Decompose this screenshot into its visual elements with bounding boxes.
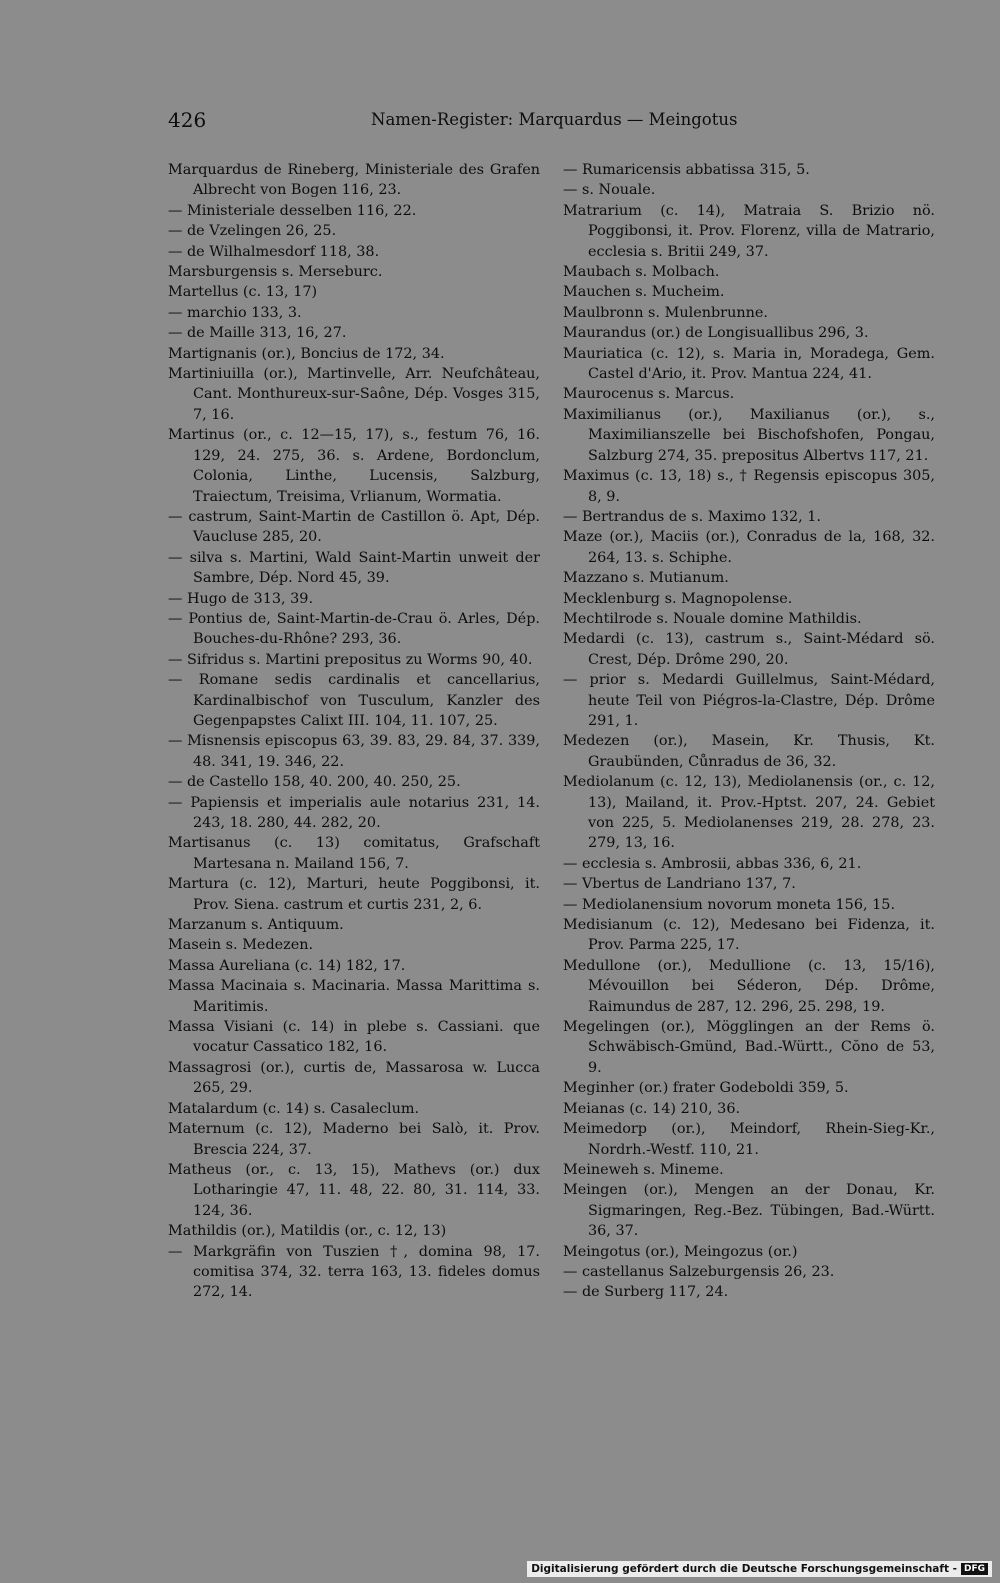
left-column xyxy=(168,160,540,1303)
index-entry: — de Surberg 117, 24. xyxy=(563,1284,729,1301)
footer-credit-text: Digitalisierung gefördert durch die Deutsche Forschungsgemeinschaft - xyxy=(531,1563,957,1575)
index-entry: Mediolanum (c. 12, 13), Mediolanensis (or., c. 12, 13), Mailand, it. Prov.-Hptst. 207, 24. Gebiet von 225, 5. Mediolanenses 219, 28. 278, 23. 279, 13, 16. xyxy=(563,774,935,852)
index-entry: Mauriatica (c. 12), s. Maria in, Moradega, Gem. Castel d'Ario, it. Prov. Mantua 224, 41. xyxy=(563,345,935,383)
footer-credit xyxy=(527,1561,992,1577)
index-entry: Matheus (or., c. 13, 15), Mathevs (or.) dux Lotharingie 47, 11. 48, 22. 80, 31. 114, 33. 124, 36. xyxy=(168,1161,540,1219)
index-entry: Masein s. Medezen. xyxy=(168,937,314,954)
index-entry: Maulbronn s. Mulenbrunne. xyxy=(563,304,768,321)
index-entry: Matrarium (c. 14), Matraia S. Brizio nö. Poggibonsi, it. Prov. Florenz, villa de Matrario, ecclesia s. Britii 249, 37. xyxy=(563,202,935,260)
index-entry: Matalardum (c. 14) s. Casaleclum. xyxy=(168,1100,420,1117)
index-entry: Maze (or.), Maciis (or.), Conradus de la, 168, 32. 264, 13. s. Schiphe. xyxy=(563,529,935,566)
index-entry: — prior s. Medardi Guillelmus, Saint-Médard, heute Teil von Piégros-la-Clastre, Dép. Drôme 291, 1. xyxy=(563,672,935,729)
index-entry: — Rumaricensis abbatissa 315, 5. xyxy=(563,162,810,178)
index-entry: Mauchen s. Mucheim. xyxy=(563,284,725,301)
index-entry: — Papiensis et imperialis aule notarius 231, 14. 243, 18. 280, 44. 282, 20. xyxy=(168,794,540,831)
index-entry: — Mediolanensium novorum moneta 156, 15. xyxy=(563,896,896,913)
index-entry: — Ministeriale desselben 116, 22. xyxy=(168,202,417,219)
index-entry: Martisanus (c. 13) comitatus, Grafschaft Martesana n. Mailand 156, 7. xyxy=(168,835,540,872)
index-entry: Medisianum (c. 12), Medesano bei Fidenza, it. Prov. Parma 225, 17. xyxy=(563,917,935,954)
index-entry: Meineweh s. Mineme. xyxy=(563,1161,724,1178)
right-column xyxy=(563,160,935,1303)
index-entry: Mazzano s. Mutianum. xyxy=(563,570,729,587)
index-entry: Martura (c. 12), Marturi, heute Poggibonsi, it. Prov. Siena. castrum et curtis 231, 2, 6. xyxy=(168,876,540,913)
index-entry: — Romane sedis cardinalis et cancellarius, Kardinalbischof von Tusculum, Kanzler des Gegenpapstes Calixt III. 104, 11. 107, 25. xyxy=(168,672,540,729)
index-entry: Medullone (or.), Medullione (c. 13, 15/16), Mévouillon bei Séderon, Dép. Drôme, Raimundus de 287, 12. 296, 25. 298, 19. xyxy=(563,957,935,1015)
index-entry: — Sifridus s. Martini prepositus zu Worms 90, 40. xyxy=(168,651,533,668)
index-entry: — de Vzelingen 26, 25. xyxy=(168,223,337,240)
index-entry: — s. Nouale. xyxy=(563,182,656,199)
index-entry: Meianas (c. 14) 210, 36. xyxy=(563,1100,741,1117)
index-entry: — de Castello 158, 40. 200, 40. 250, 25. xyxy=(168,774,461,791)
index-entry: Martellus (c. 13, 17) xyxy=(168,284,318,301)
index-entry: Martignanis (or.), Boncius de 172, 34. xyxy=(168,345,445,362)
index-entry: Massa Aureliana (c. 14) 182, 17. xyxy=(168,957,406,974)
index-entry: Massa Visiani (c. 14) in plebe s. Cassiani. que vocatur Cassatico 182, 16. xyxy=(168,1019,540,1056)
index-entry: — Pontius de, Saint-Martin-de-Crau ö. Arles, Dép. Bouches-du-Rhône? 293, 36. xyxy=(168,610,540,648)
index-entry: Marquardus de Rineberg, Ministeriale des Grafen Albrecht von Bogen 116, 23. xyxy=(168,162,540,199)
index-entry: Mechtilrode s. Nouale domine Mathildis. xyxy=(563,610,862,627)
index-entry: Maurandus (or.) de Longisuallibus 296, 3. xyxy=(563,325,869,342)
index-entry: Medezen (or.), Masein, Kr. Thusis, Kt. Graubünden, Cůnradus de 36, 32. xyxy=(563,733,935,770)
index-entry: Marzanum s. Antiquum. xyxy=(168,917,344,934)
index-entry: — silva s. Martini, Wald Saint-Martin unweit der Sambre, Dép. Nord 45, 39. xyxy=(168,549,540,587)
index-entry: Mecklenburg s. Magnopolense. xyxy=(563,590,793,607)
index-entry: — Hugo de 313, 39. xyxy=(168,590,314,607)
index-entry: Medardi (c. 13), castrum s., Saint-Médard sö. Crest, Dép. Drôme 290, 20. xyxy=(563,631,935,668)
index-entry: — de Wilhalmesdorf 118, 38. xyxy=(168,243,380,260)
index-entry: — marchio 133, 3. xyxy=(168,304,302,321)
index-entry: Maximus (c. 13, 18) s., † Regensis episcopus 305, 8, 9. xyxy=(563,468,935,505)
index-entry: — castrum, Saint-Martin de Castillon ö. Apt, Dép. Vaucluse 285, 20. xyxy=(168,508,540,546)
index-entry: — Misnensis episcopus 63, 39. 83, 29. 84, 37. 339, 48. 341, 19. 346, 22. xyxy=(168,733,540,770)
index-entry: Martinus (or., c. 12—15, 17), s., festum 76, 16. 129, 24. 275, 36. s. Ardene, Bordonclum, Colonia, Linthe, Lucensis, Salzburg, Traiectum, Treisima, Vrlianum, Wormatia. xyxy=(168,427,540,505)
index-entry: — castellanus Salzeburgensis 26, 23. xyxy=(563,1263,835,1280)
index-entry: — Bertrandus de s. Maximo 132, 1. xyxy=(563,508,821,525)
running-head: Namen-Register: Marquardus — Meingotus xyxy=(371,110,738,129)
index-entry: Meingotus (or.), Meingozus (or.) xyxy=(563,1243,798,1260)
index-entry: — Markgräfin von Tuszien †, domina 98, 17. comitisa 374, 32. terra 163, 13. fideles domus 272, 14. xyxy=(168,1243,540,1301)
dfg-logo: DFG xyxy=(961,1563,988,1575)
index-entry: Maternum (c. 12), Maderno bei Salò, it. Prov. Brescia 224, 37. xyxy=(168,1121,540,1158)
index-entry: Meginher (or.) frater Godeboldi 359, 5. xyxy=(563,1080,849,1097)
index-entry: Maurocenus s. Marcus. xyxy=(563,386,735,403)
index-entry: — de Maille 313, 16, 27. xyxy=(168,325,347,342)
index-entry: Meimedorp (or.), Meindorf, Rhein-Sieg-Kr., Nordrh.-Westf. 110, 21. xyxy=(563,1121,935,1158)
page-number: 426 xyxy=(168,108,207,132)
index-entry: — Vbertus de Landriano 137, 7. xyxy=(563,876,796,893)
index-entry: Martiniuilla (or.), Martinvelle, Arr. Neufchâteau, Cant. Monthureux-sur-Saône, Dép. Vosges 315, 7, 16. xyxy=(168,366,540,423)
index-entry: Maubach s. Molbach. xyxy=(563,264,720,281)
index-entry: Meingen (or.), Mengen an der Donau, Kr. Sigmaringen, Reg.-Bez. Tübingen, Bad.-Württ. 36, 37. xyxy=(563,1182,935,1240)
index-entry: Marsburgensis s. Merseburc. xyxy=(168,264,383,281)
index-entry: Mathildis (or.), Matildis (or., c. 12, 13) xyxy=(168,1223,447,1240)
index-entry: Maximilianus (or.), Maxilianus (or.), s., Maximilianszelle bei Bischofshofen, Pongau, Salzburg 274, 35. prepositus Albertvs 117, 21. xyxy=(563,406,935,464)
index-entry: — ecclesia s. Ambrosii, abbas 336, 6, 21. xyxy=(563,855,862,872)
index-entry: Megelingen (or.), Mögglingen an der Rems ö. Schwäbisch-Gmünd, Bad.-Württ., Cŏno de 53, 9. xyxy=(563,1019,935,1076)
index-entry: Massa Macinaia s. Macinaria. Massa Marittima s. Maritimis. xyxy=(168,978,540,1015)
index-entry: Massagrosi (or.), curtis de, Massarosa w. Lucca 265, 29. xyxy=(168,1059,540,1097)
